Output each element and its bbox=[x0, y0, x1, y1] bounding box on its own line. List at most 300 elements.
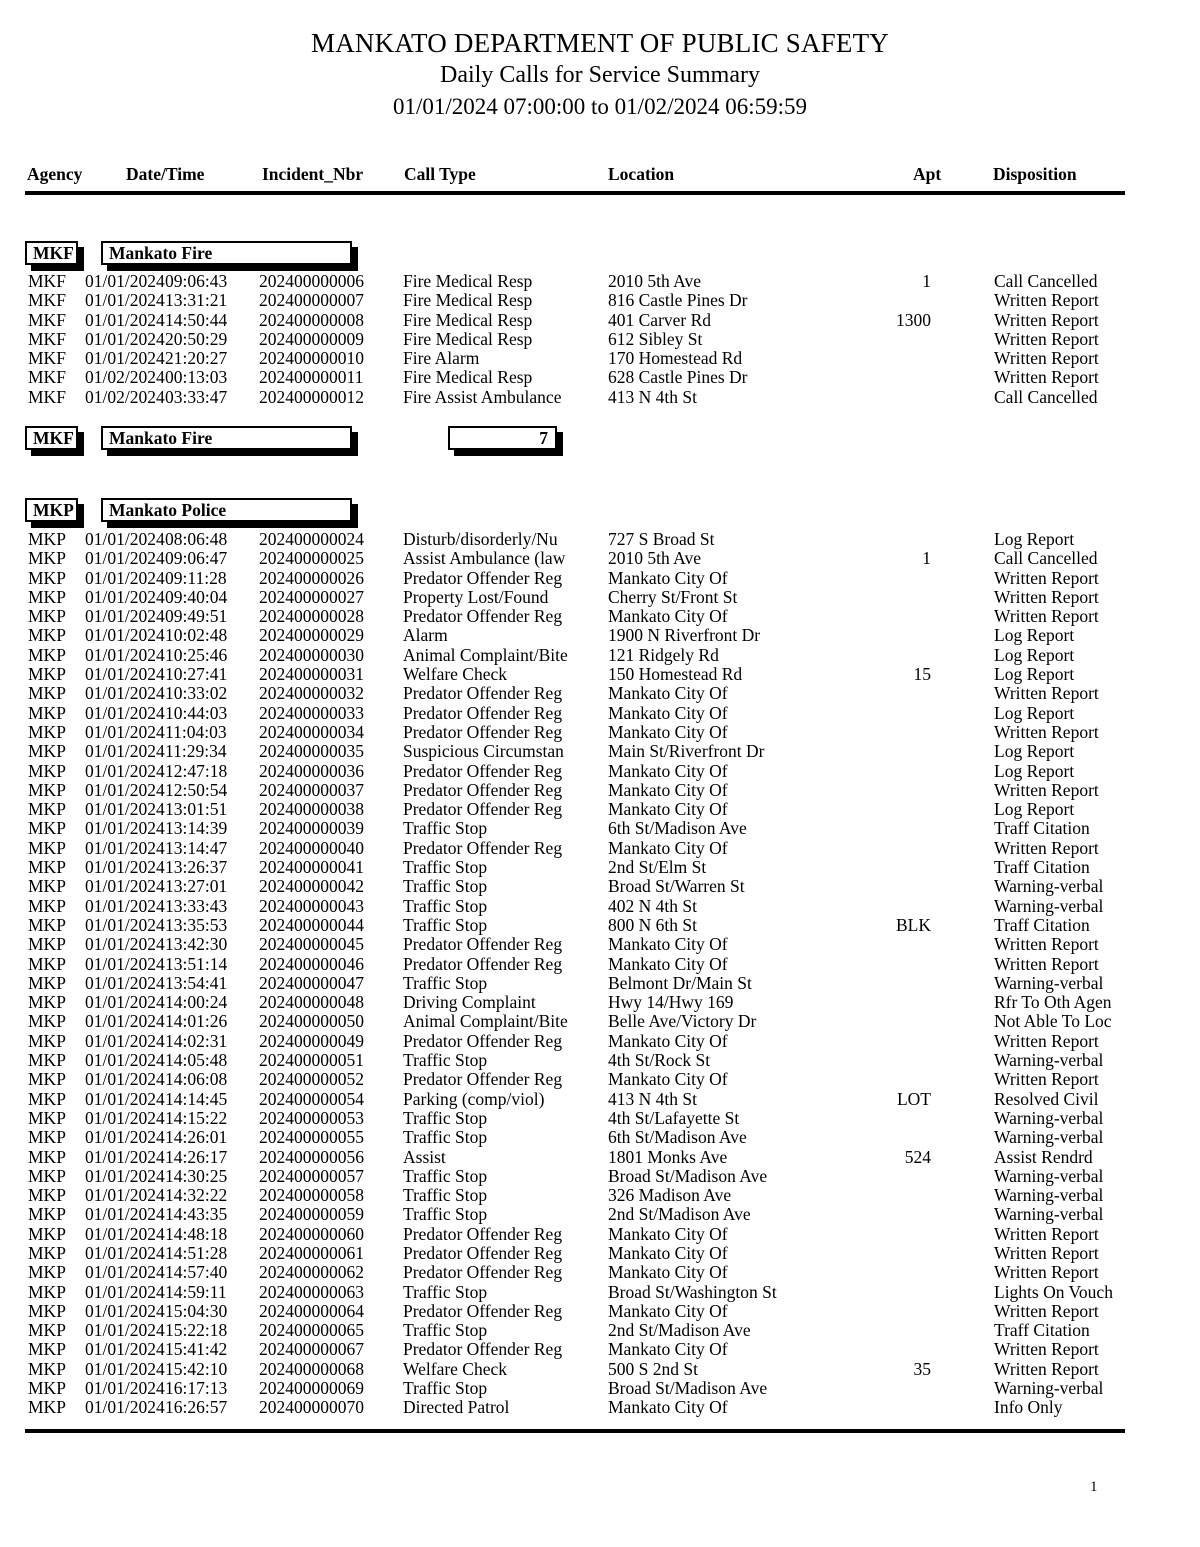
cell-call-type: Fire Medical Resp bbox=[403, 309, 533, 330]
column-header-call-type: Call Type bbox=[404, 164, 476, 184]
cell-date: 01/01/2024 bbox=[85, 972, 165, 993]
cell-location: 500 S 2nd St bbox=[608, 1358, 698, 1379]
table-row bbox=[0, 877, 1200, 896]
cell-disposition: Warning-verbal bbox=[994, 876, 1104, 897]
cell-time: 12:50:54 bbox=[165, 779, 228, 800]
cell-call-type: Suspicious Circumstan bbox=[403, 741, 564, 762]
cell-call-type: Predator Offender Reg bbox=[403, 1030, 563, 1051]
cell-agency: MKP bbox=[28, 1397, 66, 1418]
cell-disposition: Written Report bbox=[994, 1300, 1099, 1321]
table-column-headers bbox=[0, 164, 1200, 194]
cell-date: 01/01/2024 bbox=[85, 1069, 165, 1090]
table-row bbox=[0, 626, 1200, 645]
table-row bbox=[0, 588, 1200, 607]
cell-disposition: Written Report bbox=[994, 309, 1099, 330]
cell-disposition: Traff Citation bbox=[994, 818, 1090, 839]
cell-incident-nbr: 202400000035 bbox=[259, 741, 364, 762]
table-row bbox=[0, 1225, 1200, 1244]
table-row bbox=[0, 311, 1200, 330]
cell-time: 21:20:27 bbox=[165, 348, 228, 369]
cell-location: 2nd St/Madison Ave bbox=[608, 1204, 751, 1225]
cell-location: 727 S Broad St bbox=[608, 529, 715, 549]
cell-agency: MKF bbox=[28, 367, 66, 388]
cell-location: Broad St/Madison Ave bbox=[608, 1165, 768, 1186]
cell-call-type: Traffic Stop bbox=[403, 1320, 488, 1341]
cell-date: 01/01/2024 bbox=[85, 799, 165, 820]
cell-incident-nbr: 202400000042 bbox=[259, 876, 364, 897]
cell-incident-nbr: 202400000044 bbox=[259, 914, 364, 935]
cell-date: 01/01/2024 bbox=[85, 1185, 165, 1206]
cell-date: 01/01/2024 bbox=[85, 1281, 165, 1302]
cell-agency: MKP bbox=[28, 1107, 66, 1128]
cell-call-type: Fire Medical Resp bbox=[403, 290, 533, 311]
cell-incident-nbr: 202400000062 bbox=[259, 1262, 364, 1283]
cell-incident-nbr: 202400000047 bbox=[259, 972, 364, 993]
cell-call-type: Driving Complaint bbox=[403, 992, 536, 1013]
cell-date: 01/01/2024 bbox=[85, 1146, 165, 1167]
cell-time: 13:33:43 bbox=[165, 895, 228, 916]
cell-location: 2010 5th Ave bbox=[608, 271, 702, 291]
cell-date: 01/01/2024 bbox=[85, 1242, 165, 1263]
cell-location: Mankato City Of bbox=[608, 1030, 728, 1051]
cell-disposition: Written Report bbox=[994, 1242, 1099, 1263]
cell-date: 01/01/2024 bbox=[85, 664, 165, 685]
cell-call-type: Predator Offender Reg bbox=[403, 1339, 563, 1360]
cell-incident-nbr: 202400000025 bbox=[259, 548, 364, 569]
cell-disposition: Written Report bbox=[994, 290, 1099, 311]
cell-incident-nbr: 202400000008 bbox=[259, 309, 364, 330]
table-row bbox=[0, 1109, 1200, 1128]
group-header-mkp bbox=[0, 498, 1200, 522]
cell-incident-nbr: 202400000032 bbox=[259, 683, 364, 704]
cell-agency: MKP bbox=[28, 1281, 66, 1302]
cell-time: 09:49:51 bbox=[165, 606, 228, 627]
cell-apt: 1300 bbox=[896, 309, 931, 330]
cell-call-type: Directed Patrol bbox=[403, 1397, 510, 1418]
cell-date: 01/01/2024 bbox=[85, 1030, 165, 1051]
table-row bbox=[0, 1205, 1200, 1224]
cell-date: 01/01/2024 bbox=[85, 586, 165, 607]
cell-agency: MKP bbox=[28, 876, 66, 897]
cell-time: 11:29:34 bbox=[165, 741, 227, 762]
cell-location: 6th St/Madison Ave bbox=[608, 818, 747, 839]
cell-call-type: Fire Medical Resp bbox=[403, 328, 533, 349]
cell-date: 01/01/2024 bbox=[85, 1088, 165, 1109]
table-row bbox=[0, 1148, 1200, 1167]
cell-agency: MKP bbox=[28, 702, 66, 723]
cell-agency: MKP bbox=[28, 953, 66, 974]
cell-incident-nbr: 202400000010 bbox=[259, 348, 364, 369]
cell-time: 16:17:13 bbox=[165, 1378, 228, 1399]
group-footer-code-badge-mkf bbox=[25, 426, 78, 450]
cell-time: 10:27:41 bbox=[165, 664, 228, 685]
cell-call-type: Predator Offender Reg bbox=[403, 702, 563, 723]
table-row bbox=[0, 291, 1200, 310]
cell-time: 14:01:26 bbox=[165, 1011, 228, 1032]
cell-agency: MKP bbox=[28, 1030, 66, 1051]
table-row bbox=[0, 349, 1200, 368]
column-header-location: Location bbox=[608, 164, 675, 184]
cell-disposition: Written Report bbox=[994, 1262, 1099, 1283]
cell-disposition: Warning-verbal bbox=[994, 1127, 1104, 1148]
cell-location: Main St/Riverfront Dr bbox=[608, 741, 765, 762]
cell-incident-nbr: 202400000069 bbox=[259, 1378, 364, 1399]
cell-location: Broad St/Madison Ave bbox=[608, 1378, 768, 1399]
cell-incident-nbr: 202400000067 bbox=[259, 1339, 364, 1360]
cell-incident-nbr: 202400000061 bbox=[259, 1242, 364, 1263]
cell-date: 01/01/2024 bbox=[85, 1339, 165, 1360]
cell-agency: MKP bbox=[28, 625, 66, 646]
cell-call-type: Predator Offender Reg bbox=[403, 1242, 563, 1263]
table-row bbox=[0, 916, 1200, 935]
cell-incident-nbr: 202400000031 bbox=[259, 664, 364, 685]
cell-time: 12:47:18 bbox=[165, 760, 228, 781]
group-subtotal-box-mkf bbox=[448, 426, 557, 450]
table-row bbox=[0, 1186, 1200, 1205]
cell-disposition: Lights On Vouch bbox=[994, 1281, 1113, 1302]
cell-location: 2nd St/Madison Ave bbox=[608, 1320, 751, 1341]
cell-disposition: Written Report bbox=[994, 1358, 1099, 1379]
cell-incident-nbr: 202400000029 bbox=[259, 625, 364, 646]
cell-apt: BLK bbox=[896, 914, 931, 935]
cell-call-type: Traffic Stop bbox=[403, 895, 488, 916]
cell-call-type: Assist Ambulance (law bbox=[403, 548, 566, 569]
cell-agency: MKP bbox=[28, 1185, 66, 1206]
cell-disposition: Warning-verbal bbox=[994, 1204, 1104, 1225]
cell-disposition: Assist Rendrd bbox=[994, 1146, 1093, 1167]
cell-incident-nbr: 202400000056 bbox=[259, 1146, 364, 1167]
cell-location: Mankato City Of bbox=[608, 1223, 728, 1244]
cell-agency: MKP bbox=[28, 1262, 66, 1283]
cell-date: 01/01/2024 bbox=[85, 934, 165, 955]
cell-date: 01/01/2024 bbox=[85, 644, 165, 665]
cell-call-type: Predator Offender Reg bbox=[403, 953, 563, 974]
cell-location: Mankato City Of bbox=[608, 1397, 728, 1418]
cell-incident-nbr: 202400000059 bbox=[259, 1204, 364, 1225]
cell-incident-nbr: 202400000046 bbox=[259, 953, 364, 974]
cell-call-type: Traffic Stop bbox=[403, 857, 488, 878]
table-row bbox=[0, 1090, 1200, 1109]
cell-location: Mankato City Of bbox=[608, 1262, 728, 1283]
table-row bbox=[0, 607, 1200, 626]
cell-location: Broad St/Warren St bbox=[608, 876, 745, 897]
table-row bbox=[0, 955, 1200, 974]
cell-disposition: Warning-verbal bbox=[994, 1107, 1104, 1128]
table-row bbox=[0, 781, 1200, 800]
cell-disposition: Log Report bbox=[994, 664, 1075, 685]
cell-agency: MKP bbox=[28, 799, 66, 820]
cell-disposition: Written Report bbox=[994, 953, 1099, 974]
cell-time: 14:26:17 bbox=[165, 1146, 228, 1167]
column-header-agency: Agency bbox=[27, 164, 83, 184]
cell-agency: MKP bbox=[28, 934, 66, 955]
cell-location: Mankato City Of bbox=[608, 1339, 728, 1360]
cell-date: 01/01/2024 bbox=[85, 1107, 165, 1128]
cell-location: 402 N 4th St bbox=[608, 895, 697, 916]
cell-location: Belmont Dr/Main St bbox=[608, 972, 752, 993]
table-row bbox=[0, 800, 1200, 819]
cell-agency: MKP bbox=[28, 1050, 66, 1071]
cell-date: 01/01/2024 bbox=[85, 1127, 165, 1148]
cell-incident-nbr: 202400000027 bbox=[259, 586, 364, 607]
cell-time: 13:26:37 bbox=[165, 857, 228, 878]
cell-time: 15:42:10 bbox=[165, 1358, 228, 1379]
cell-agency: MKP bbox=[28, 721, 66, 742]
cell-date: 01/01/2024 bbox=[85, 760, 165, 781]
cell-date: 01/01/2024 bbox=[85, 625, 165, 646]
cell-incident-nbr: 202400000048 bbox=[259, 992, 364, 1013]
cell-incident-nbr: 202400000024 bbox=[259, 529, 364, 549]
table-row bbox=[0, 742, 1200, 761]
cell-call-type: Property Lost/Found bbox=[403, 586, 549, 607]
cell-time: 13:14:39 bbox=[165, 818, 228, 839]
cell-incident-nbr: 202400000009 bbox=[259, 328, 364, 349]
cell-call-type: Predator Offender Reg bbox=[403, 934, 563, 955]
cell-agency: MKP bbox=[28, 760, 66, 781]
cell-time: 14:15:22 bbox=[165, 1107, 228, 1128]
cell-call-type: Predator Offender Reg bbox=[403, 1262, 563, 1283]
cell-agency: MKP bbox=[28, 1069, 66, 1090]
cell-agency: MKP bbox=[28, 606, 66, 627]
cell-time: 10:44:03 bbox=[165, 702, 228, 723]
cell-incident-nbr: 202400000060 bbox=[259, 1223, 364, 1244]
cell-agency: MKP bbox=[28, 779, 66, 800]
cell-incident-nbr: 202400000051 bbox=[259, 1050, 364, 1071]
cell-agency: MKF bbox=[28, 328, 66, 349]
cell-date: 01/01/2024 bbox=[85, 348, 165, 369]
cell-agency: MKP bbox=[28, 1223, 66, 1244]
cell-date: 01/01/2024 bbox=[85, 328, 165, 349]
cell-time: 14:06:08 bbox=[165, 1069, 228, 1090]
cell-time: 11:04:03 bbox=[165, 721, 227, 742]
cell-agency: MKF bbox=[28, 271, 66, 291]
cell-disposition: Traff Citation bbox=[994, 857, 1090, 878]
table-row bbox=[0, 935, 1200, 954]
cell-date: 01/01/2024 bbox=[85, 529, 165, 549]
column-header-incident-nbr: Incident_Nbr bbox=[262, 164, 364, 184]
cell-call-type: Predator Offender Reg bbox=[403, 1300, 563, 1321]
cell-time: 09:06:43 bbox=[165, 271, 228, 291]
table-row bbox=[0, 897, 1200, 916]
cell-location: 6th St/Madison Ave bbox=[608, 1127, 747, 1148]
cell-disposition: Not Able To Loc bbox=[994, 1011, 1112, 1032]
cell-agency: MKP bbox=[28, 1358, 66, 1379]
cell-call-type: Predator Offender Reg bbox=[403, 567, 563, 588]
cell-incident-nbr: 202400000070 bbox=[259, 1397, 364, 1418]
cell-disposition: Log Report bbox=[994, 529, 1075, 549]
table-row bbox=[0, 684, 1200, 703]
cell-call-type: Traffic Stop bbox=[403, 1378, 488, 1399]
cell-location: 816 Castle Pines Dr bbox=[608, 290, 748, 311]
group-name-text: Mankato Police bbox=[109, 500, 227, 520]
cell-call-type: Predator Offender Reg bbox=[403, 837, 563, 858]
cell-date: 01/01/2024 bbox=[85, 1397, 165, 1418]
cell-agency: MKP bbox=[28, 992, 66, 1013]
header-divider-rule bbox=[25, 191, 1125, 195]
cell-call-type: Fire Alarm bbox=[403, 348, 480, 369]
cell-call-type: Traffic Stop bbox=[403, 1281, 488, 1302]
cell-time: 08:06:48 bbox=[165, 529, 228, 549]
cell-call-type: Traffic Stop bbox=[403, 1165, 488, 1186]
cell-date: 01/01/2024 bbox=[85, 1223, 165, 1244]
cell-agency: MKP bbox=[28, 644, 66, 665]
cell-call-type: Disturb/disorderly/Nu bbox=[403, 529, 558, 549]
table-row bbox=[0, 1128, 1200, 1147]
cell-disposition: Written Report bbox=[994, 586, 1099, 607]
cell-incident-nbr: 202400000011 bbox=[259, 367, 364, 388]
cell-date: 01/01/2024 bbox=[85, 818, 165, 839]
cell-time: 14:59:11 bbox=[165, 1281, 227, 1302]
cell-time: 15:22:18 bbox=[165, 1320, 228, 1341]
cell-location: Mankato City Of bbox=[608, 1300, 728, 1321]
cell-location: Hwy 14/Hwy 169 bbox=[608, 992, 734, 1013]
cell-date: 01/01/2024 bbox=[85, 1320, 165, 1341]
cell-call-type: Alarm bbox=[403, 625, 448, 646]
cell-call-type: Traffic Stop bbox=[403, 818, 488, 839]
cell-incident-nbr: 202400000026 bbox=[259, 567, 364, 588]
cell-disposition: Log Report bbox=[994, 644, 1075, 665]
cell-date: 01/01/2024 bbox=[85, 992, 165, 1013]
cell-agency: MKP bbox=[28, 548, 66, 569]
cell-date: 01/01/2024 bbox=[85, 1300, 165, 1321]
cell-incident-nbr: 202400000055 bbox=[259, 1127, 364, 1148]
cell-agency: MKP bbox=[28, 1378, 66, 1399]
cell-location: Mankato City Of bbox=[608, 837, 728, 858]
cell-disposition: Resolved Civil bbox=[994, 1088, 1099, 1109]
cell-date: 01/02/2024 bbox=[85, 367, 165, 388]
cell-disposition: Warning-verbal bbox=[994, 1185, 1104, 1206]
footer-divider-rule bbox=[25, 1429, 1125, 1433]
cell-call-type: Predator Offender Reg bbox=[403, 606, 563, 627]
group-code-badge-mkf bbox=[25, 241, 78, 265]
table-body-mkp bbox=[0, 530, 1200, 1418]
table-row bbox=[0, 1051, 1200, 1070]
cell-location: Mankato City Of bbox=[608, 567, 728, 588]
group-code-badge-mkp bbox=[25, 498, 78, 522]
table-row bbox=[0, 569, 1200, 588]
cell-call-type: Predator Offender Reg bbox=[403, 721, 563, 742]
group-subtotal-count: 7 bbox=[539, 428, 548, 448]
report-title-block bbox=[0, 26, 1200, 122]
table-row bbox=[0, 272, 1200, 291]
cell-incident-nbr: 202400000034 bbox=[259, 721, 364, 742]
cell-call-type: Predator Offender Reg bbox=[403, 760, 563, 781]
cell-disposition: Call Cancelled bbox=[994, 548, 1098, 569]
cell-location: Mankato City Of bbox=[608, 683, 728, 704]
cell-date: 01/01/2024 bbox=[85, 290, 165, 311]
table-row bbox=[0, 858, 1200, 877]
cell-call-type: Traffic Stop bbox=[403, 1107, 488, 1128]
cell-time: 14:26:01 bbox=[165, 1127, 228, 1148]
cell-agency: MKF bbox=[28, 348, 66, 369]
cell-date: 01/02/2024 bbox=[85, 386, 165, 407]
cell-time: 14:51:28 bbox=[165, 1242, 228, 1263]
cell-disposition: Warning-verbal bbox=[994, 895, 1104, 916]
cell-disposition: Written Report bbox=[994, 367, 1099, 388]
table-row bbox=[0, 1379, 1200, 1398]
cell-agency: MKP bbox=[28, 1146, 66, 1167]
table-row bbox=[0, 704, 1200, 723]
cell-time: 13:54:41 bbox=[165, 972, 228, 993]
table-row bbox=[0, 839, 1200, 858]
cell-time: 14:30:25 bbox=[165, 1165, 228, 1186]
cell-incident-nbr: 202400000037 bbox=[259, 779, 364, 800]
cell-disposition: Info Only bbox=[994, 1397, 1063, 1418]
cell-agency: MKP bbox=[28, 1320, 66, 1341]
cell-location: 2010 5th Ave bbox=[608, 548, 702, 569]
page-title: MANKATO DEPARTMENT OF PUBLIC SAFETY bbox=[311, 28, 889, 58]
table-row bbox=[0, 665, 1200, 684]
cell-time: 13:35:53 bbox=[165, 914, 228, 935]
cell-agency: MKP bbox=[28, 741, 66, 762]
cell-incident-nbr: 202400000052 bbox=[259, 1069, 364, 1090]
cell-agency: MKP bbox=[28, 529, 66, 549]
cell-incident-nbr: 202400000053 bbox=[259, 1107, 364, 1128]
cell-incident-nbr: 202400000058 bbox=[259, 1185, 364, 1206]
cell-incident-nbr: 202400000068 bbox=[259, 1358, 364, 1379]
cell-agency: MKP bbox=[28, 1204, 66, 1225]
cell-time: 14:02:31 bbox=[165, 1030, 228, 1051]
cell-incident-nbr: 202400000036 bbox=[259, 760, 364, 781]
table-row bbox=[0, 1012, 1200, 1031]
cell-location: 612 Sibley St bbox=[608, 328, 703, 349]
cell-disposition: Written Report bbox=[994, 1223, 1099, 1244]
cell-apt: LOT bbox=[896, 1088, 931, 1109]
cell-disposition: Warning-verbal bbox=[994, 972, 1104, 993]
cell-location: Broad St/Washington St bbox=[608, 1281, 777, 1302]
table-row bbox=[0, 1167, 1200, 1186]
table-row bbox=[0, 1263, 1200, 1282]
cell-time: 13:42:30 bbox=[165, 934, 228, 955]
cell-time: 15:41:42 bbox=[165, 1339, 228, 1360]
cell-disposition: Written Report bbox=[994, 779, 1099, 800]
cell-disposition: Log Report bbox=[994, 760, 1075, 781]
cell-location: Mankato City Of bbox=[608, 702, 728, 723]
table-row bbox=[0, 1283, 1200, 1302]
cell-time: 14:48:18 bbox=[165, 1223, 228, 1244]
cell-time: 03:33:47 bbox=[165, 386, 228, 407]
table-row bbox=[0, 1340, 1200, 1359]
table-row bbox=[0, 1244, 1200, 1263]
cell-disposition: Call Cancelled bbox=[994, 386, 1098, 407]
cell-location: Cherry St/Front St bbox=[608, 586, 738, 607]
cell-disposition: Written Report bbox=[994, 567, 1099, 588]
cell-apt: 1 bbox=[922, 271, 931, 291]
cell-date: 01/01/2024 bbox=[85, 895, 165, 916]
cell-agency: MKF bbox=[28, 290, 66, 311]
cell-agency: MKP bbox=[28, 914, 66, 935]
cell-agency: MKP bbox=[28, 837, 66, 858]
cell-time: 09:06:47 bbox=[165, 548, 228, 569]
group-code-text: MKP bbox=[33, 500, 74, 520]
cell-incident-nbr: 202400000063 bbox=[259, 1281, 364, 1302]
cell-agency: MKP bbox=[28, 1011, 66, 1032]
cell-location: 800 N 6th St bbox=[608, 914, 697, 935]
column-header-disposition: Disposition bbox=[993, 164, 1077, 184]
cell-date: 01/01/2024 bbox=[85, 702, 165, 723]
group-footer-name-box-mkf bbox=[101, 426, 352, 450]
cell-time: 09:11:28 bbox=[165, 567, 227, 588]
cell-call-type: Assist bbox=[403, 1146, 446, 1167]
cell-disposition: Warning-verbal bbox=[994, 1378, 1104, 1399]
table-row bbox=[0, 1360, 1200, 1379]
cell-call-type: Welfare Check bbox=[403, 1358, 508, 1379]
report-date-range: 01/01/2024 07:00:00 to 01/02/2024 06:59:59 bbox=[392, 94, 807, 119]
cell-call-type: Traffic Stop bbox=[403, 1204, 488, 1225]
column-header-date-time: Date/Time bbox=[126, 164, 205, 184]
cell-date: 01/01/2024 bbox=[85, 548, 165, 569]
column-header-apt: Apt bbox=[913, 164, 942, 184]
